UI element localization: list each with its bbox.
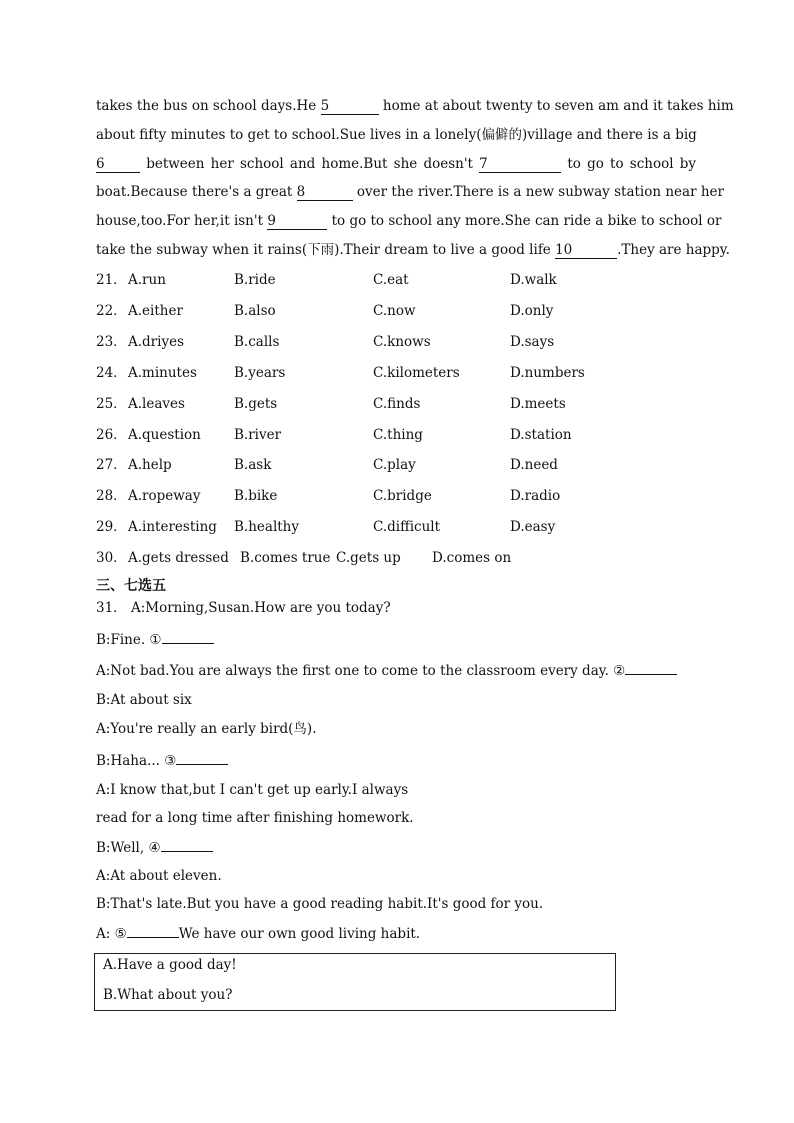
question-number: 28． [96,488,127,505]
option-b: B.calls [234,333,280,350]
option-c: C.difficult [373,519,441,536]
option-b: B.comes true [240,550,331,567]
option-c: C.now [373,302,416,319]
option-c: C.kilometers [373,364,460,381]
option-a: A.minutes [128,364,197,381]
passage-text: over the river.There is a new subway station near her [352,184,724,201]
dialogue-line [96,660,677,680]
option-a: A.driyes [128,333,184,350]
option-c: C.eat [373,272,409,288]
dialogue-line [96,923,420,943]
option-b: B.ask [234,457,272,474]
passage-text: to go to school any more.She can ride a bike to school or [327,213,722,230]
dialogue-text: We have our own good living habit. [178,926,421,942]
passage-line [96,236,730,265]
dialogue-text: B:Well, ④ [96,840,161,856]
choice-a: A.Have a good day! [103,957,237,973]
passage-text: takes the bus on school days.He [96,98,321,114]
option-c: C.knows [373,333,431,350]
section-title: 三、七选五 [96,578,166,594]
answer-blank [127,923,179,938]
blank-7: 7 [479,156,561,173]
passage-line [96,150,696,179]
choice-b: B.What about you? [103,987,233,1003]
blank-9: 9 [267,213,327,230]
dialogue-text: B:Fine. ① [96,632,162,648]
option-b: B.years [234,364,286,381]
option-d: D.station [510,426,572,443]
dialogue-line [96,866,222,886]
dialogue-line [96,750,228,770]
dialogue-text: read for a long time after finishing homework. [96,810,414,826]
passage-text: about fifty minutes to get to school.Sue lives in a lonely(偏僻的)village and there is a big [96,126,697,143]
option-b: B.healthy [234,519,300,536]
answer-blank [176,750,228,765]
dialogue-text: B:Haha... ③ [96,753,177,769]
option-b: B.bike [234,488,278,505]
passage-text: house,too.For her,it isn't [96,213,268,230]
dialogue-line [96,719,317,739]
option-b: B.gets [234,395,278,412]
option-a: A.gets dressed [128,550,229,567]
option-a: A.either [128,302,183,319]
passage-text: boat.Because there's a great [96,184,297,201]
question-number: 25． [96,395,127,412]
blank-8: 8 [297,184,353,201]
dialogue-text: A:I know that,but I can't get up early.I always [96,782,409,798]
option-b: B.also [234,302,276,319]
option-d: D.meets [510,395,566,412]
passage-line [96,207,722,236]
passage-line [96,92,734,121]
option-d: D.easy [510,519,556,536]
passage-text: take the subway when it rains(下雨).Their dream to live a good life [96,241,556,258]
dialogue-line [96,598,391,618]
option-d: D.says [510,333,555,350]
answer-blank [625,660,677,675]
dialogue-text: B:That's late.But you have a good reading habit.It's good for you. [96,896,544,912]
option-b: B.river [234,426,282,443]
option-a: A.leaves [128,395,185,412]
dialogue-text: 31． A:Morning,Susan.How are you today? [96,600,391,616]
passage-text: home at about twenty to seven am and it takes him [378,98,734,114]
dialogue-text: A:Not bad.You are always the first one to come to the classroom every day. ② [96,663,626,679]
option-a: A.ropeway [128,488,201,505]
dialogue-text: A: ⑤ [96,926,127,942]
dialogue-line [96,690,192,710]
option-c: C.gets up [336,550,401,567]
option-d: D.numbers [510,364,585,381]
question-number: 26． [96,426,127,443]
option-c: C.finds [373,395,421,412]
answer-blank [162,629,214,644]
blank-6: 6 [96,156,140,173]
blank-5: 5 [321,98,379,115]
option-d: D.radio [510,488,561,505]
answer-blank [161,837,213,852]
question-number: 24． [96,364,127,381]
option-d: D.comes on [432,550,512,567]
passage-text: between her school and home.But she doesn't [140,155,480,172]
question-number: 23． [96,333,127,350]
dialogue-line [96,629,214,649]
question-number: 21． [96,272,127,288]
question-number: 29． [96,519,127,536]
option-d: D.only [510,302,554,319]
question-number: 30． [96,550,127,567]
cloze-passage [96,92,734,265]
passage-line [96,178,724,207]
option-a: A.run [128,272,166,288]
option-c: C.play [373,457,416,474]
option-a: A.interesting [128,519,217,536]
option-d: D.walk [510,272,557,288]
option-d: D.need [510,457,558,474]
option-a: A.help [128,457,172,474]
option-b: B.ride [234,272,276,288]
dialogue-line [96,894,543,914]
dialogue-text: A:You're really an early bird(鸟). [96,721,317,737]
dialogue-line [96,780,408,800]
option-c: C.bridge [373,488,432,505]
choices-box [94,953,616,1011]
blank-10: 10 [555,242,617,259]
question-number: 27． [96,457,127,474]
option-c: C.thing [373,426,423,443]
passage-text: .They are happy. [617,241,730,258]
dialogue-text: A:At about eleven. [96,868,222,884]
passage-text: to go to school by [561,155,697,172]
passage-line [96,121,696,150]
option-a: A.question [128,426,201,443]
dialogue-line [96,808,414,828]
question-number: 22． [96,302,127,319]
dialogue-line [96,837,213,857]
dialogue-text: B:At about six [96,692,192,708]
